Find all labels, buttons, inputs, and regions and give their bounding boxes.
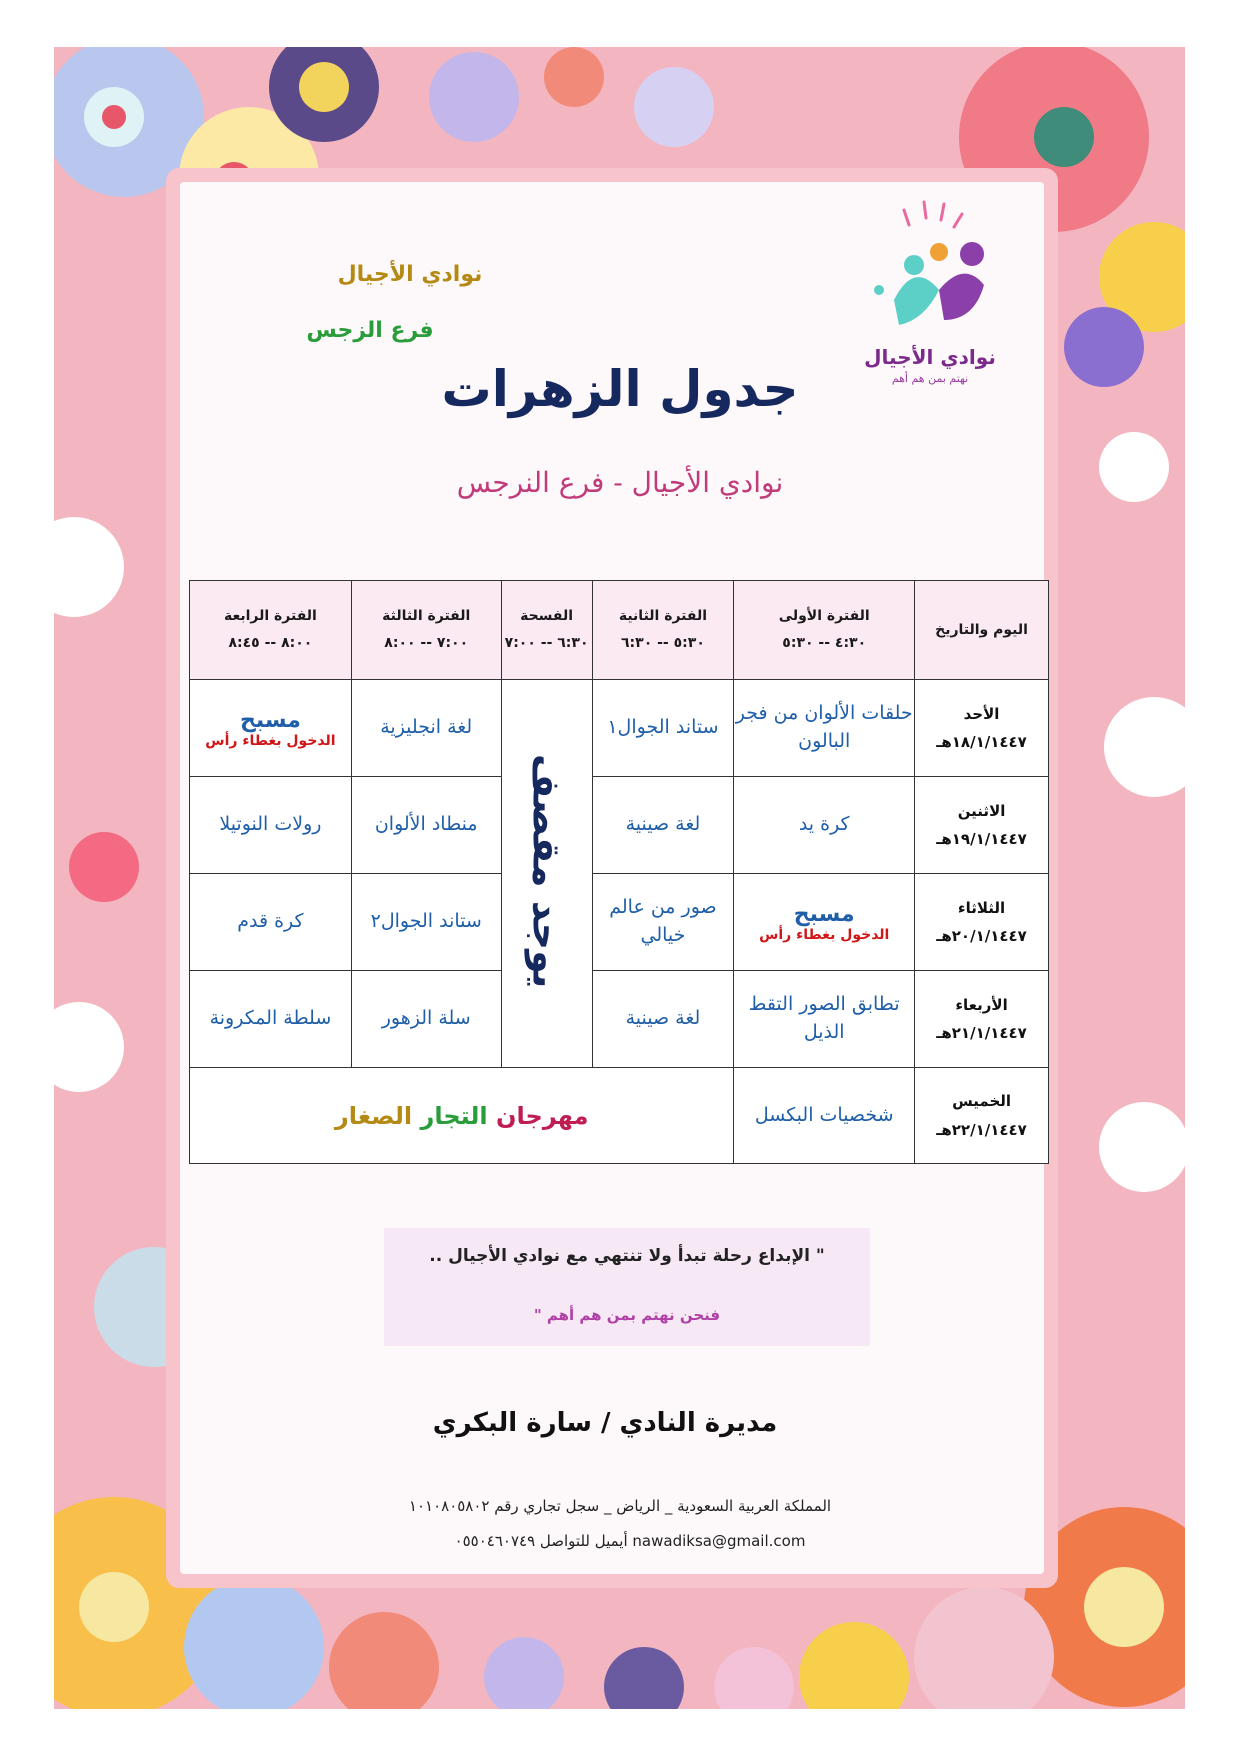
activity-cell: سلطة المكرونة [190,971,352,1068]
swim-note: الدخول بغطاء رأس [205,732,336,749]
festival-word-1: مهرجان [496,1101,589,1130]
table-row [190,874,1049,971]
header-day: اليوم والتاريخ [915,581,1049,680]
activity-cell: ستاند الجوال٢ [351,874,501,971]
activity-cell: صور من عالم خيالي [592,874,734,971]
activity-cell: كرة يد [734,777,915,874]
header-period-4: الفترة الرابعة ٨:٠٠ -- ٨:٤٥ [190,581,352,680]
director-signature: مديرة النادي / سارة البكري [432,1408,778,1438]
logo-name: نوادي الأجيال [864,345,996,369]
header-period-1: الفترة الأولى ٤:٣٠ -- ٥:٣٠ [734,581,915,680]
table-row [190,680,1049,777]
table-header-row [190,581,1049,680]
header-break: الفسحة ٦:٣٠ -- ٧:٠٠ [501,581,592,680]
activity-cell: شخصيات البكسل [734,1068,915,1164]
table-row [190,971,1049,1068]
activity-cell: رولات النوتيلا [190,777,352,874]
page-title: جدول الزهرات [441,360,799,418]
day-cell: الاثنين ١٩/١/١٤٤٧هـ [915,777,1049,874]
header-period-2: الفترة الثانية ٥:٣٠ -- ٦:٣٠ [592,581,734,680]
activity-cell: تطابق الصور التقط الذيل [734,971,915,1068]
festival-word-3: الصغار [334,1101,413,1130]
page-subtitle: نوادي الأجيال - فرع النرجس [456,466,784,499]
table-row [190,1068,1049,1164]
swim-label: مسبح [793,901,855,927]
day-cell: الأربعاء ٢١/١/١٤٤٧هـ [915,971,1049,1068]
festival-word-2: التجار [420,1101,488,1130]
break-cell [501,680,592,1068]
activity-cell: ستاند الجوال١ [592,680,734,777]
day-cell: الأحد ١٨/١/١٤٤٧هـ [915,680,1049,777]
activity-cell: سلة الزهور [351,971,501,1068]
activity-cell [190,680,352,777]
footer-address: المملكة العربية السعودية _ الرياض _ سجل تجاري رقم ١٠١٠٨٠٥٨٠٢ [408,1497,832,1515]
day-cell: الثلاثاء ٢٠/١/١٤٤٧هـ [915,874,1049,971]
club-name: نوادي الأجيال [337,262,483,287]
logo-tagline: نهتم بمن هم أهم [891,372,969,385]
break-label: يوجد مقصف [524,754,569,989]
day-cell: الخميس ٢٢/١/١٤٤٧هـ [915,1068,1049,1164]
activity-cell: لغة صينية [592,777,734,874]
table-row [190,777,1049,874]
activity-cell [734,874,915,971]
swim-label: مسبح [239,707,301,733]
schedule-table [189,580,1049,1164]
activity-cell: لغة انجليزية [351,680,501,777]
swim-note: الدخول بغطاء رأس [759,926,890,943]
activity-cell: كرة قدم [190,874,352,971]
branch-name: فرع الزجس [306,318,434,343]
header-period-3: الفترة الثالثة ٧:٠٠ -- ٨:٠٠ [351,581,501,680]
festival-cell [190,1068,734,1164]
activity-cell: لغة صينية [592,971,734,1068]
footer-contact: nawadiksa@gmail.com أيميل للتواصل ٠٥٥٠٤٦٠٧٤٩ [454,1532,806,1550]
quote-line-2: فنحن نهتم بمن هم أهم " [533,1306,721,1324]
activity-cell: منطاد الألوان [351,777,501,874]
quote-line-1: " الإبداع رحلة تبدأ ولا تنتهي مع نوادي الأجيال .. [429,1246,825,1266]
activity-cell: حلقات الألوان من فجر البالون [734,680,915,777]
